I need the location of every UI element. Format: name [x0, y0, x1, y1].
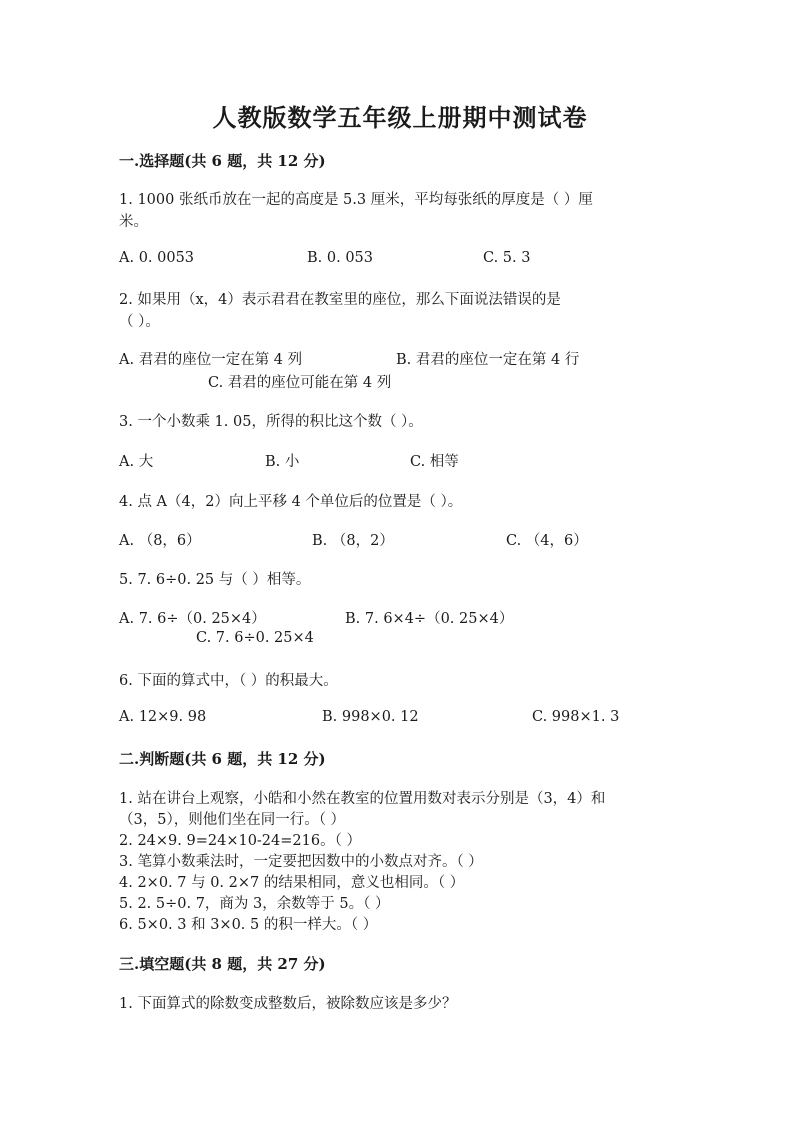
question-2-text-cont: （ ）。 — [119, 314, 160, 330]
question-4-option-a: A. （8，6） — [119, 533, 201, 549]
fill-question-1-text: 1. 下面算式的除数变成整数后，被除数应该是多少？ — [119, 996, 457, 1012]
section-heading-choice: 一.选择题(共 6 题，共 12 分) — [119, 152, 326, 170]
question-5-option-c: C. 7. 6÷0. 25×4 — [196, 630, 314, 646]
page-title: 人教版数学五年级上册期中测试卷 — [212, 103, 588, 132]
question-2-option-c: C. 君君的座位可能在第 4 列 — [208, 375, 392, 391]
question-1-text: 1. 1000 张纸币放在一起的高度是 5.3 厘米，平均每张纸的厚度是（ ）厘 — [119, 192, 593, 208]
judgement-line: 5. 2. 5÷0. 7，商为 3，余数等于 5。（ ） — [119, 896, 390, 912]
question-1-option-b: B. 0. 053 — [307, 250, 373, 266]
question-1-option-a: A. 0. 0053 — [119, 250, 195, 266]
section-heading-judgement: 二.判断题(共 6 题，共 12 分) — [119, 750, 326, 768]
question-4-option-c: C. （4，6） — [506, 533, 588, 549]
question-4-text: 4. 点 A（4，2）向上平移 4 个单位后的位置是（ ）。 — [119, 494, 463, 510]
question-6-option-b: B. 998×0. 12 — [322, 709, 419, 725]
judgement-line: （3，5），则他们坐在同一行。（ ） — [119, 812, 346, 828]
question-1-text-cont: 米。 — [119, 214, 148, 230]
judgement-line: 1. 站在讲台上观察，小皓和小然在教室的位置用数对表示分别是（3，4）和 — [119, 791, 606, 807]
question-3-text: 3. 一个小数乘 1. 05，所得的积比这个数（ ）。 — [119, 414, 423, 430]
question-6-option-a: A. 12×9. 98 — [119, 709, 207, 725]
judgement-line: 6. 5×0. 3 和 3×0. 5 的积一样大。（ ） — [119, 917, 378, 933]
question-2-option-a: A. 君君的座位一定在第 4 列 — [119, 352, 303, 368]
question-6-option-c: C. 998×1. 3 — [532, 709, 620, 725]
question-4-option-b: B. （8，2） — [312, 533, 394, 549]
question-6-text: 6. 下面的算式中，（ ）的积最大。 — [119, 673, 338, 689]
question-3-option-a: A. 大 — [119, 454, 154, 470]
question-3-option-c: C. 相等 — [410, 454, 459, 470]
judgement-line: 3. 笔算小数乘法时，一定要把因数中的小数点对齐。（ ） — [119, 854, 483, 870]
question-3-option-b: B. 小 — [265, 454, 300, 470]
question-5-option-b: B. 7. 6×4÷（0. 25×4） — [345, 611, 514, 627]
question-1-option-c: C. 5. 3 — [483, 250, 531, 266]
section-heading-fill-blank: 三.填空题(共 8 题，共 27 分) — [119, 955, 326, 973]
question-5-text: 5. 7. 6÷0. 25 与（ ）相等。 — [119, 572, 311, 588]
judgement-line: 4. 2×0. 7 与 0. 2×7 的结果相同，意义也相同。（ ） — [119, 875, 465, 891]
judgement-line: 2. 24×9. 9=24×10-24=216。（ ） — [119, 833, 361, 849]
question-2-text: 2. 如果用（x，4）表示君君在教室里的座位，那么下面说法错误的是 — [119, 292, 561, 308]
question-2-option-b: B. 君君的座位一定在第 4 行 — [396, 352, 580, 368]
question-5-option-a: A. 7. 6÷（0. 25×4） — [119, 611, 266, 627]
